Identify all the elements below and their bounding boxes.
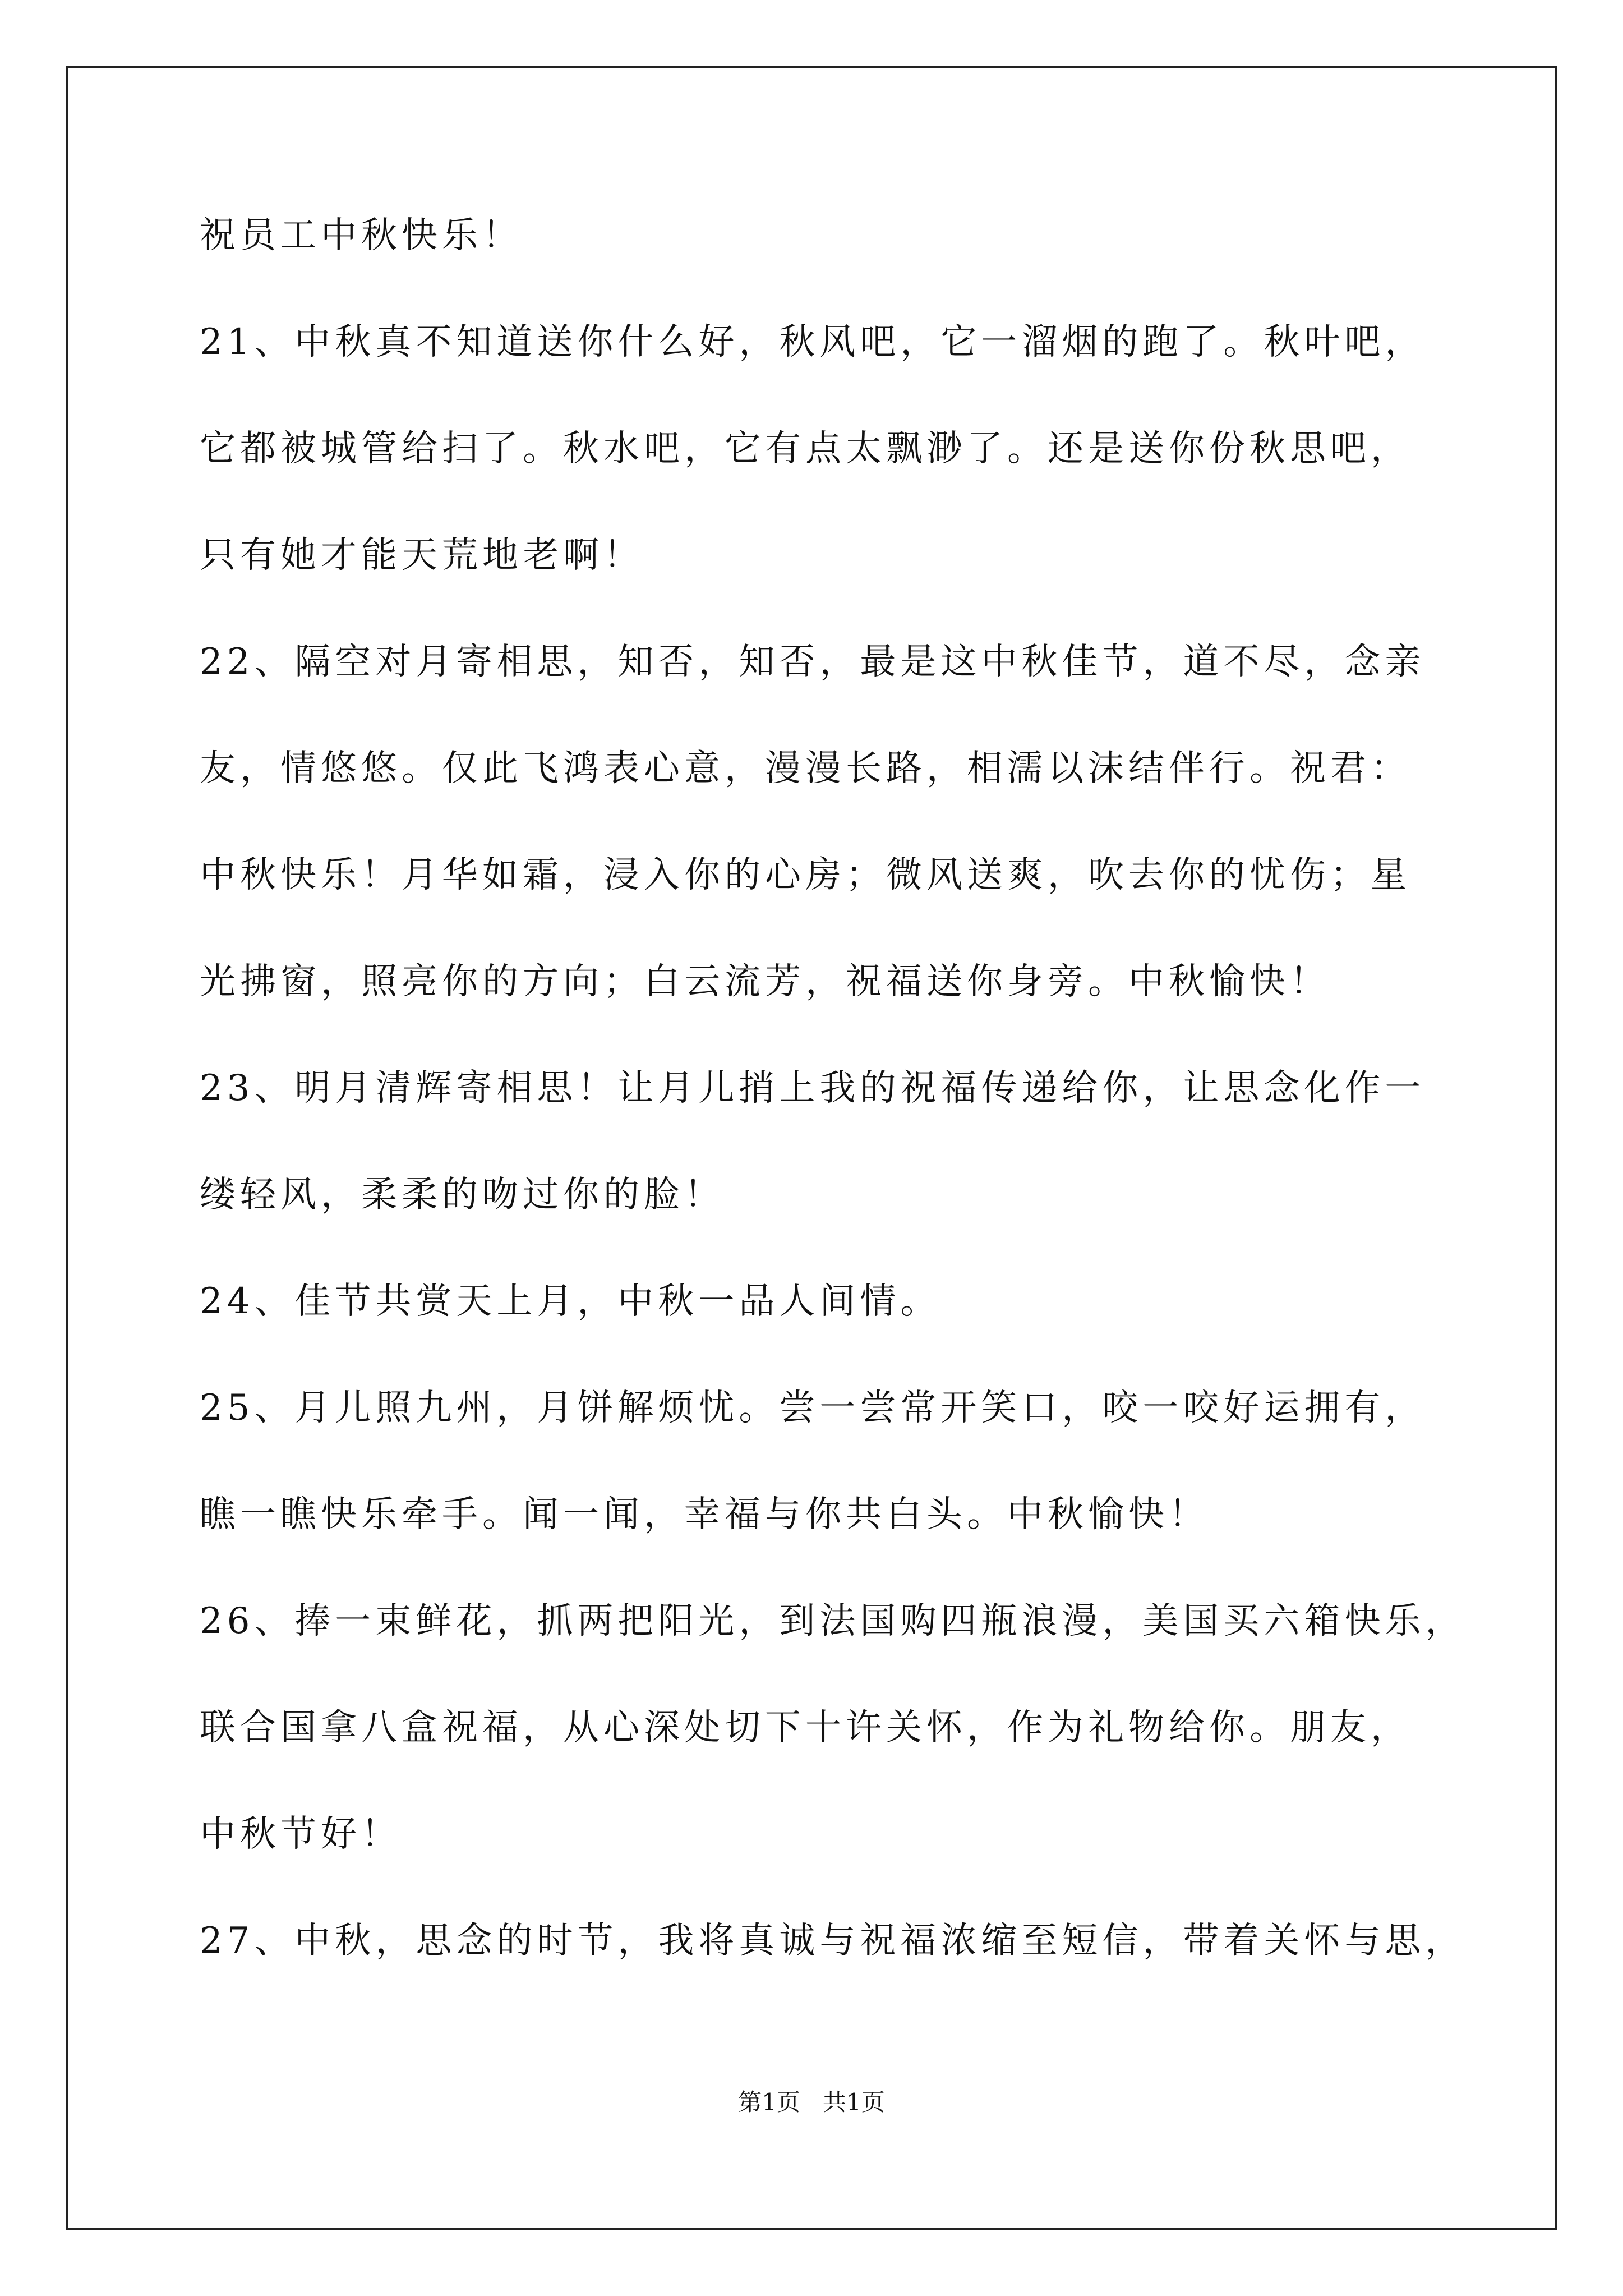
text-line-16: 中秋节好！ — [200, 1814, 402, 1855]
text-line-3: 它都被城管给扫了。秋水吧，它有点太飘渺了。还是送你份秋思吧， — [200, 428, 1411, 470]
text-line-6: 友，情悠悠。仅此飞鸿表心意，漫漫长路，相濡以沫结伴行。祝君： — [200, 748, 1411, 789]
page-footer: 第1页 共1页 — [738, 2088, 885, 2116]
text-line-9: 23、明月清辉寄相思！让月儿捎上我的祝福传递给你，让思念化作一 — [200, 1068, 1426, 1109]
page-border — [66, 66, 1557, 2230]
text-line-15: 联合国拿八盒祝福，从心深处切下十许关怀，作为礼物给你。朋友， — [200, 1707, 1411, 1749]
text-line-14: 26、捧一束鲜花，抓两把阳光，到法国购四瓶浪漫，美国买六箱快乐， — [200, 1600, 1466, 1642]
text-line-10: 缕轻风，柔柔的吻过你的脸！ — [200, 1174, 725, 1216]
text-line-12: 25、月儿照九州，月饼解烦忧。尝一尝常开笑口，咬一咬好运拥有， — [200, 1387, 1426, 1429]
text-line-17: 27、中秋，思念的时节，我将真诚与祝福浓缩至短信，带着关怀与思， — [200, 1920, 1466, 1962]
text-line-5: 22、隔空对月寄相思，知否，知否，最是这中秋佳节，道不尽，念亲 — [200, 641, 1426, 683]
text-line-7: 中秋快乐！月华如霜，浸入你的心房；微风送爽，吹去你的忧伤；星 — [200, 854, 1411, 896]
text-line-1: 祝员工中秋快乐！ — [200, 215, 523, 256]
text-line-13: 瞧一瞧快乐牵手。闻一闻，幸福与你共白头。中秋愉快！ — [200, 1494, 1209, 1535]
text-line-4: 只有她才能天荒地老啊！ — [200, 535, 644, 576]
text-line-2: 21、中秋真不知道送你什么好，秋风吧，它一溜烟的跑了。秋叶吧， — [200, 321, 1426, 363]
text-line-11: 24、佳节共赏天上月，中秋一品人间情。 — [200, 1281, 941, 1322]
text-line-8: 光拂窗，照亮你的方向；白云流芳，祝福送你身旁。中秋愉快！ — [200, 961, 1330, 1002]
